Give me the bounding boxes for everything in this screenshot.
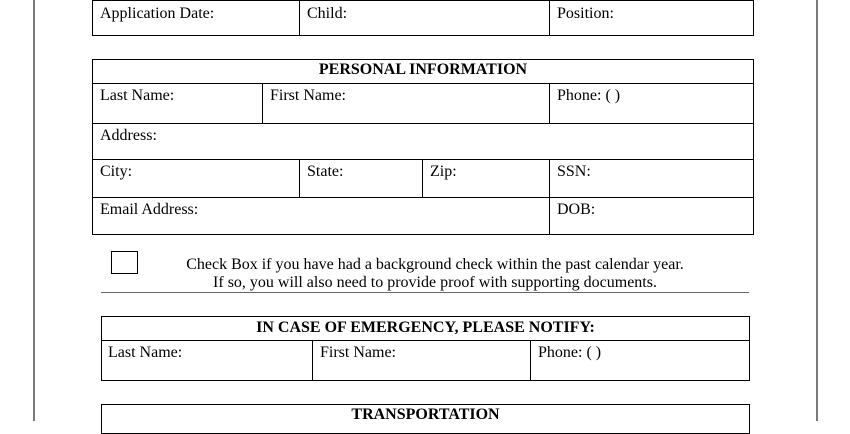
background-check-text-line1: Check Box if you have had a background check within the past calendar year.: [186, 256, 684, 273]
position-label: Position:: [557, 5, 614, 22]
divider: [92, 197, 754, 198]
address-label: Address:: [100, 127, 157, 144]
emergency-first-name-label: First Name:: [320, 344, 396, 361]
dob-label: DOB:: [557, 201, 596, 218]
divider: [549, 83, 550, 123]
zip-label: Zip:: [430, 163, 457, 180]
background-check-text-line2: If so, you will also need to provide proof with supporting documents.: [213, 274, 657, 291]
application-date-label: Application Date:: [100, 5, 215, 22]
personal-information-header: PERSONAL INFORMATION: [318, 61, 528, 78]
state-label: State:: [307, 163, 344, 180]
divider: [549, 159, 550, 197]
emergency-phone-label: Phone: ( ): [538, 344, 602, 361]
ssn-label: SSN:: [557, 163, 591, 180]
phone-label: Phone: ( ): [557, 87, 621, 104]
first-name-label: First Name:: [270, 87, 346, 104]
email-address-label: Email Address:: [100, 201, 199, 218]
divider: [262, 83, 263, 123]
divider: [530, 340, 531, 381]
divider: [422, 159, 423, 197]
divider: [101, 292, 749, 293]
divider: [92, 123, 754, 124]
last-name-label: Last Name:: [100, 87, 175, 104]
divider: [101, 340, 750, 341]
divider: [299, 159, 300, 197]
divider: [92, 159, 754, 160]
child-label: Child:: [307, 5, 348, 22]
divider: [92, 83, 754, 84]
city-label: City:: [100, 163, 133, 180]
page-left-edge: [33, 0, 35, 421]
transportation-header: TRANSPORTATION: [351, 406, 500, 423]
divider: [299, 0, 300, 36]
emergency-last-name-label: Last Name:: [108, 344, 183, 361]
divider: [312, 340, 313, 381]
emergency-contact-header: IN CASE OF EMERGENCY, PLEASE NOTIFY:: [256, 319, 595, 336]
page-right-edge: [816, 0, 818, 421]
divider: [549, 197, 550, 235]
divider: [549, 0, 550, 36]
